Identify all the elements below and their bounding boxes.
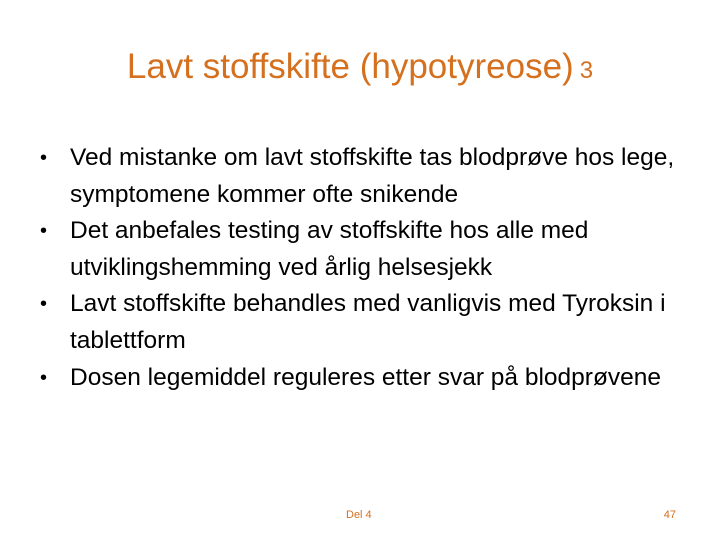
bullet-text: Lavt stoffskifte behandles med vanligvis med Tyroksin i tablettform	[70, 290, 666, 354]
bullet-item	[36, 360, 686, 397]
bullet-text: Ved mistanke om lavt stoffskifte tas blodprøve hos lege, symptomene kommer ofte snikende	[70, 144, 675, 208]
page-number: 47	[663, 509, 676, 521]
bullet-icon: •	[40, 366, 48, 389]
bullet-icon: •	[40, 147, 48, 169]
slide-title	[0, 44, 720, 94]
bullet-item	[36, 140, 686, 213]
bullet-text: Dosen legemiddel reguleres etter svar på blodprøvene	[70, 363, 662, 391]
bullet-text: Det anbefales testing av stoffskifte hos alle med utviklingshemming ved årlig helsesjekk	[70, 217, 589, 281]
bullet-icon: •	[40, 293, 48, 316]
footer-section-label: Del 4	[346, 509, 372, 521]
bullet-list	[36, 140, 686, 396]
bullet-icon: •	[40, 220, 48, 243]
bullet-item	[36, 286, 686, 359]
bullet-item	[36, 213, 686, 286]
slide-title-text: Lavt stoffskifte (hypotyreose)	[126, 47, 574, 86]
slide-title-suffix: 3	[579, 57, 594, 84]
